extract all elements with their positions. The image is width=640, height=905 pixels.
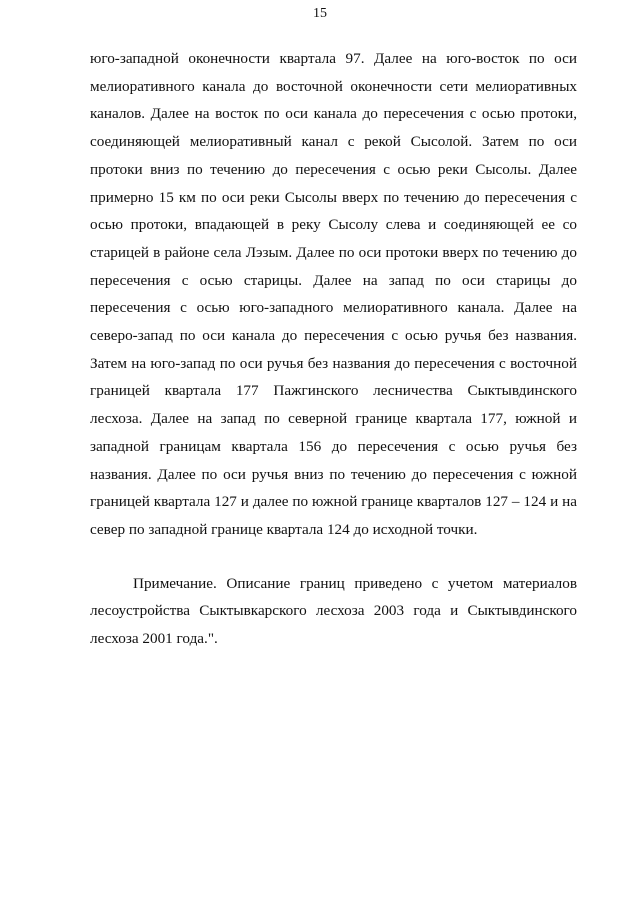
document-body [90,45,577,653]
page-number: 15 [313,6,327,21]
boundary-description-paragraph: юго-западной оконечности квартала 97. Далее на юго-восток по оси мелиоративного канала до восточной оконечности сети мелиоративных каналов. Далее на восток по оси канала до пересечения с осью протоки, соединяющей мелиоративный канал с рекой Сысолой. Затем по оси протоки вниз по течению до пересечения с осью реки Сысолы. Далее примерно 15 км по оси реки Сысолы вверх по течению до пересечения с осью протоки, впадающей в реку Сысолу слева и соединяющей ее со старицей в районе села Лэзым. Далее по оси протоки вверх по течению до пересечения с осью старицы. Далее на запад по оси старицы до пересечения с осью юго-западного мелиоративного канала. Далее на северо-запад по оси канала до пересечения с осью ручья без названия. Затем на юго-запад по оси ручья без названия до пересечения с восточной границей квартала 177 Пажгинского лесничества Сыктывдинского лесхоза. Далее на запад по северной границе квартала 177, южной и западной границам квартала 156 до пересечения с осью ручья без названия. Далее по оси ручья вниз по течению до пересечения с южной границей квартала 127 и далее по южной границе кварталов 127 – 124 и на север по западной границе квартала 124 до исходной точки. [90,50,577,538]
note-paragraph: Примечание. Описание границ приведено с учетом материалов лесоустройства Сыктывкарского лесхоза 2003 года и Сыктывдинского лесхоза 2001 года.". [90,574,577,648]
